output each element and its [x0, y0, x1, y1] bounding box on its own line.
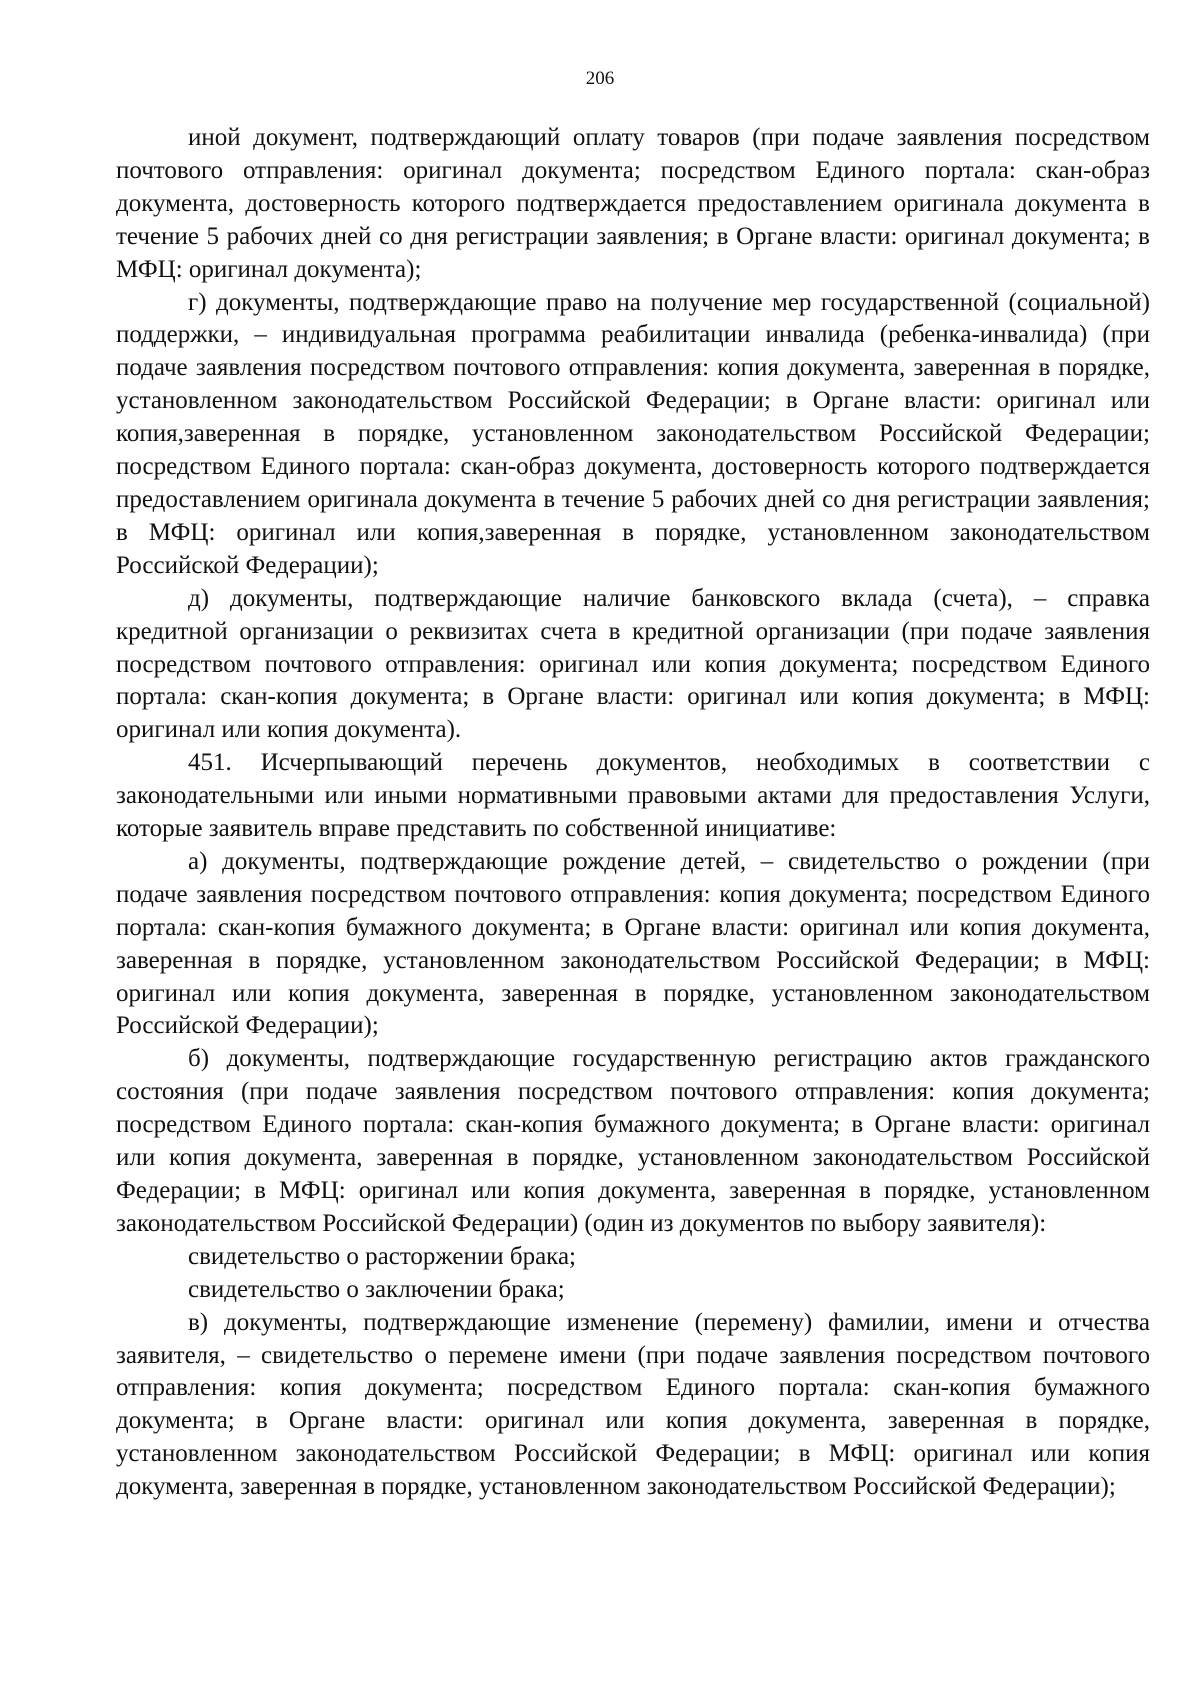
paragraph-item-g: г) документы, подтверждающие право на получение мер государственной (социальной) поддержки, – индивидуальная программа реабилитации инвалида (ребенка-инвалида) (при подаче заявления посредством почтового отправления: копия документа, заверенная в порядке, установленном законодательством Российской Федерации; в Органе власти: оригинал или копия,заверенная в порядке, установленном законодательством Российской Федерации; посредством Единого портала: скан-образ документа, достоверность которого подтверждается предоставлением оригинала документа в течение 5 рабочих дней со дня регистрации заявления; в МФЦ: оригинал или копия,заверенная в порядке, установленном законодательством Российской Федерации);: [116, 288, 1150, 579]
list-item-divorce-certificate: свидетельство о расторжении брака;: [188, 1242, 576, 1270]
document-body: [116, 122, 1150, 1504]
paragraph-section-451: 451. Исчерпывающий перечень документов, необходимых в соответствии с законодательными или иными нормативными правовыми актами для предоставления Услуги, которые заявитель вправе представить по собственной инициативе:: [116, 749, 1150, 843]
paragraph-item-d: д) документы, подтверждающие наличие банковского вклада (счета), – справка кредитной организации о реквизитах счета в кредитной организации (при подаче заявления посредством почтового отправления: оригинал или копия документа; посредством Единого портала: скан-копия документа; в Органе власти: оригинал или копия документа; в МФЦ: оригинал или копия документа).: [116, 584, 1150, 744]
page-number: 206: [585, 68, 615, 89]
paragraph-item-a: а) документы, подтверждающие рождение детей, – свидетельство о рождении (при подаче заявления посредством почтового отправления: копия документа; посредством Единого портала: скан-копия бумажного документа; в Органе власти: оригинал или копия документа, заверенная в порядке, установленном законодательством Российской Федерации; в МФЦ: оригинал или копия документа, заверенная в порядке, установленном законодательством Российской Федерации);: [116, 847, 1150, 1040]
paragraph-item-v: в) документы, подтверждающие изменение (перемену) фамилии, имени и отчества заявителя, – свидетельство о перемене имени (при подаче заявления посредством почтового отправления: копия документа; посредством Единого портала: скан-копия бумажного документа; в Органе власти: оригинал или копия документа, заверенная в порядке, установленном законодательством Российской Федерации; в МФЦ: оригинал или копия документа, заверенная в порядке, установленном законодательством Российской Федерации);: [116, 1308, 1150, 1501]
paragraph-other-payment-document: иной документ, подтверждающий оплату товаров (при подаче заявления посредством почтового отправления: оригинал документа; посредством Единого портала: скан-образ документа, достоверность которого подтверждается предоставлением оригинала документа в течение 5 рабочих дней со дня регистрации заявления; в Органе власти: оригинал документа; в МФЦ: оригинал документа);: [116, 124, 1150, 283]
list-item-marriage-certificate: свидетельство о заключении брака;: [188, 1275, 565, 1303]
paragraph-item-b: б) документы, подтверждающие государственную регистрацию актов гражданского состояния (при подаче заявления посредством почтового отправления: копия документа; посредством Единого портала: скан-копия бумажного документа; в Органе власти: оригинал или копия документа, заверенная в порядке, установленном законодательством Российской Федерации; в МФЦ: оригинал или копия документа, заверенная в порядке, установленном законодательством Российской Федерации) (один из документов по выбору заявителя):: [116, 1045, 1150, 1237]
